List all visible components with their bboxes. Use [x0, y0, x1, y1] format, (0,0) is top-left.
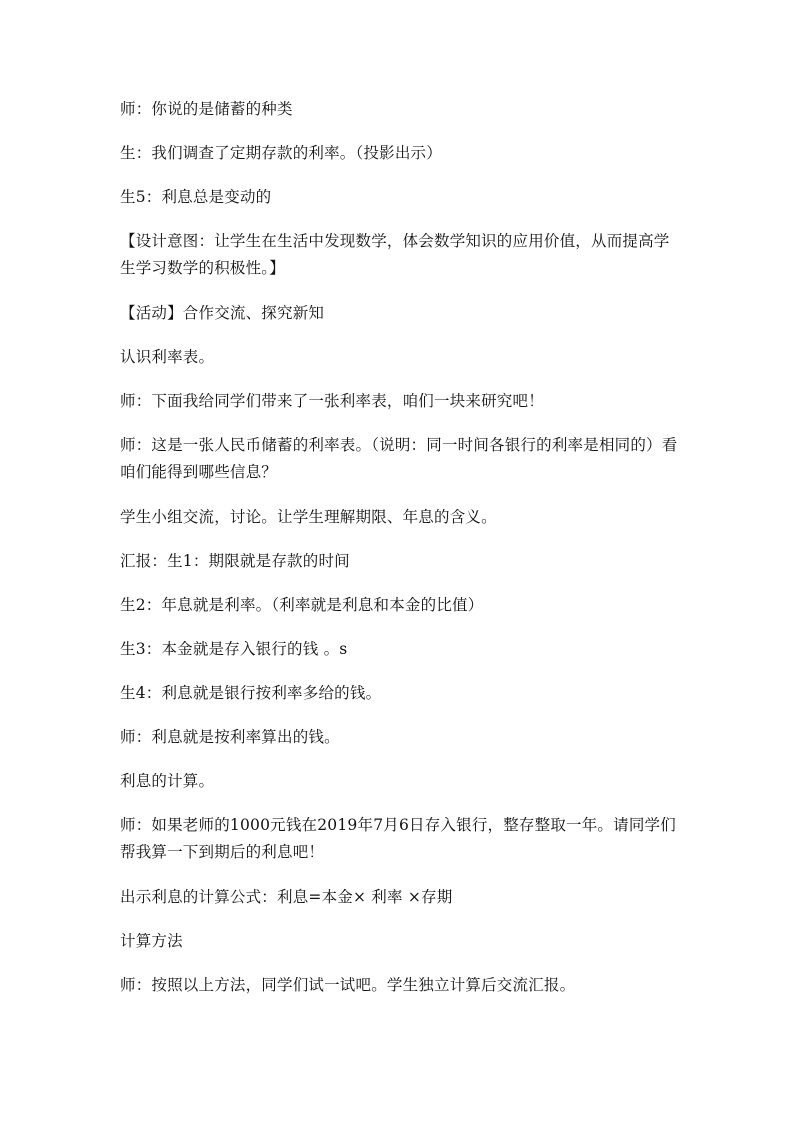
paragraph-report-student1: 汇报：生1：期限就是存款的时间 — [120, 552, 350, 570]
paragraph-teacher-rate-table: 师：下面我给同学们带来了一张利率表，咱们一块来研究吧！ — [120, 392, 544, 410]
paragraph-method-heading: 计算方法 — [120, 932, 183, 950]
document-body — [120, 96, 680, 1016]
paragraph-student2: 生2：年息就是利率。（利率就是利息和本金的比值） — [120, 596, 484, 614]
paragraph-teacher-interest: 师：利息就是按利率算出的钱。 — [120, 728, 340, 746]
paragraph-student4: 生4：利息就是银行按利率多给的钱。 — [120, 684, 382, 702]
paragraph-student-survey: 生：我们调查了定期存款的利率。（投影出示） — [120, 144, 442, 162]
paragraph-teacher-example: 师：如果老师的1000元钱在2019年7月6日存入银行，整存整取一年。请同学们帮我算一下到期后的利息吧！ — [120, 816, 676, 861]
paragraph-teacher-try: 师：按照以上方法，同学们试一试吧。学生独立计算后交流汇报。 — [120, 976, 576, 994]
paragraph-formula: 出示利息的计算公式：利息=本金× 利率 ×存期 — [120, 888, 453, 906]
paragraph-student3: 生3：本金就是存入银行的钱 。s — [120, 640, 348, 658]
paragraph-interest-calc-heading: 利息的计算。 — [120, 772, 215, 790]
paragraph-teacher-rmb-table: 师：这是一张人民币储蓄的利率表。（说明：同一时间各银行的利率是相同的）看咱们能得到哪些信息？ — [120, 436, 678, 481]
paragraph-know-rate-table: 认识利率表。 — [120, 348, 215, 366]
paragraph-group-discussion: 学生小组交流，讨论。让学生理解期限、年息的含义。 — [120, 508, 497, 526]
paragraph-student5: 生5：利息总是变动的 — [120, 188, 272, 206]
paragraph-design-intent: 【设计意图：让学生在生活中发现数学，体会数学知识的应用价值，从而提高学生学习数学的积极性。】 — [120, 232, 670, 277]
paragraph-activity-heading: 【活动】合作交流、探究新知 — [120, 304, 325, 322]
paragraph-teacher-savings-types: 师：你说的是储蓄的种类 — [120, 100, 293, 118]
